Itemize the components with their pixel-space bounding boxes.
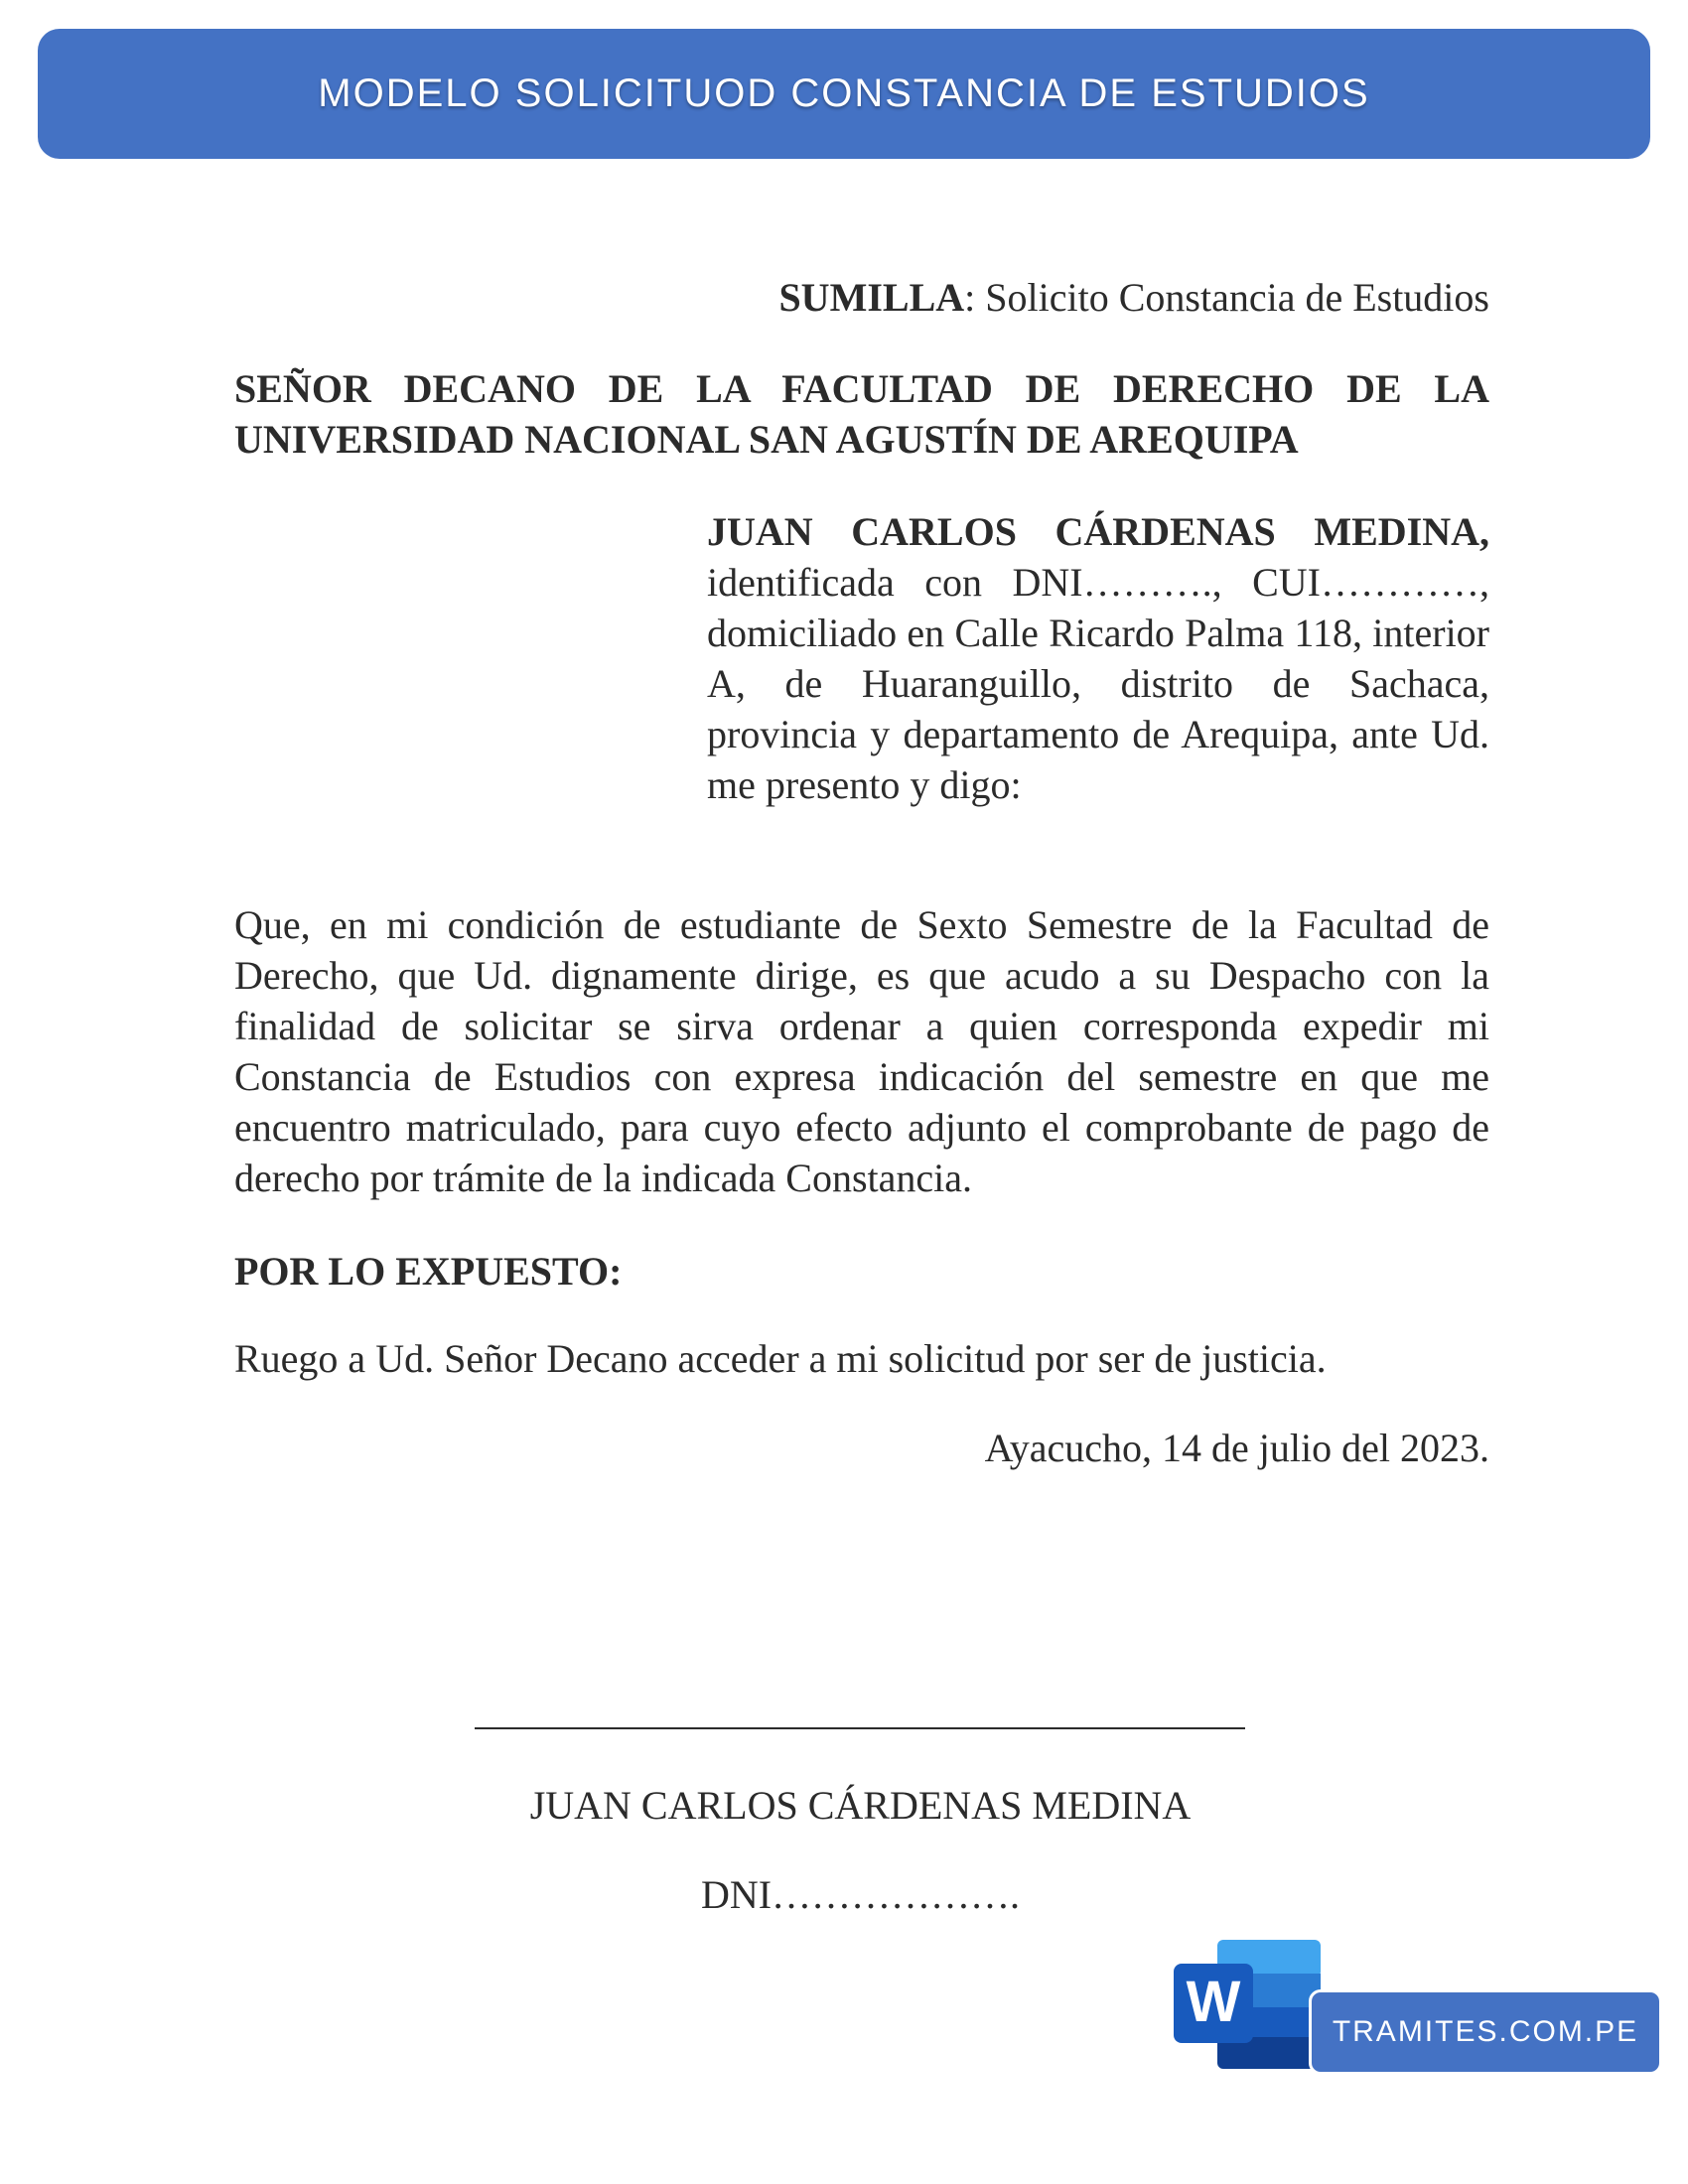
site-label: TRAMITES.COM.PE: [1332, 2015, 1639, 2048]
sumilla: [778, 272, 1489, 323]
document-title: MODELO SOLICITUOD CONSTANCIA DE ESTUDIOS: [318, 71, 1370, 115]
site-badge: [1309, 1989, 1662, 2075]
petitioner-name: JUAN CARLOS CÁRDENAS MEDINA,: [707, 509, 1489, 554]
sumilla-label: SUMILLA: [778, 275, 965, 320]
addressee-line-2: UNIVERSIDAD NACIONAL SAN AGUSTÍN DE AREQUIPA: [234, 417, 1299, 462]
signature-line: [475, 1727, 1245, 1729]
place-date: Ayacucho, 14 de julio del 2023.: [984, 1426, 1489, 1470]
sumilla-text: : Solicito Constancia de Estudios: [964, 275, 1489, 320]
por-lo-expuesto-heading: POR LO EXPUESTO:: [234, 1249, 623, 1294]
word-icon: [1170, 1934, 1329, 2073]
addressee: [234, 363, 1489, 465]
petitioner-details: identificada con DNI………., CUI…………, domiciliado en Calle Ricardo Palma 118, interior A, de Huaranguillo, distrito de Sachaca, provincia y departamento de Arequipa, ante Ud. me presento y digo:: [707, 560, 1489, 807]
body-paragraph: Que, en mi condición de estudiante de Sexto Semestre de la Facultad de Derecho, que Ud. dignamente dirige, es que acudo a su Despacho con la finalidad de solicitar se sirva ordenar a quien corresponda expedir mi Constancia de Estudios con expresa indicación del semestre en que me encuentro matriculado, para cuyo efecto adjunto el comprobante de pago de derecho por trámite de la indicada Constancia.: [234, 902, 1489, 1200]
signer-dni: DNI……………….: [700, 1872, 1021, 1917]
header-banner: [38, 29, 1650, 159]
signer-name: JUAN CARLOS CÁRDENAS MEDINA: [529, 1783, 1192, 1828]
request-sentence: Ruego a Ud. Señor Decano acceder a mi solicitud por ser de justicia.: [234, 1336, 1327, 1381]
petitioner-block: [707, 506, 1489, 810]
addressee-line-1: SEÑOR DECANO DE LA FACULTAD DE DERECHO DE LA: [234, 366, 1489, 411]
word-icon-letter: W: [1186, 1970, 1241, 2034]
